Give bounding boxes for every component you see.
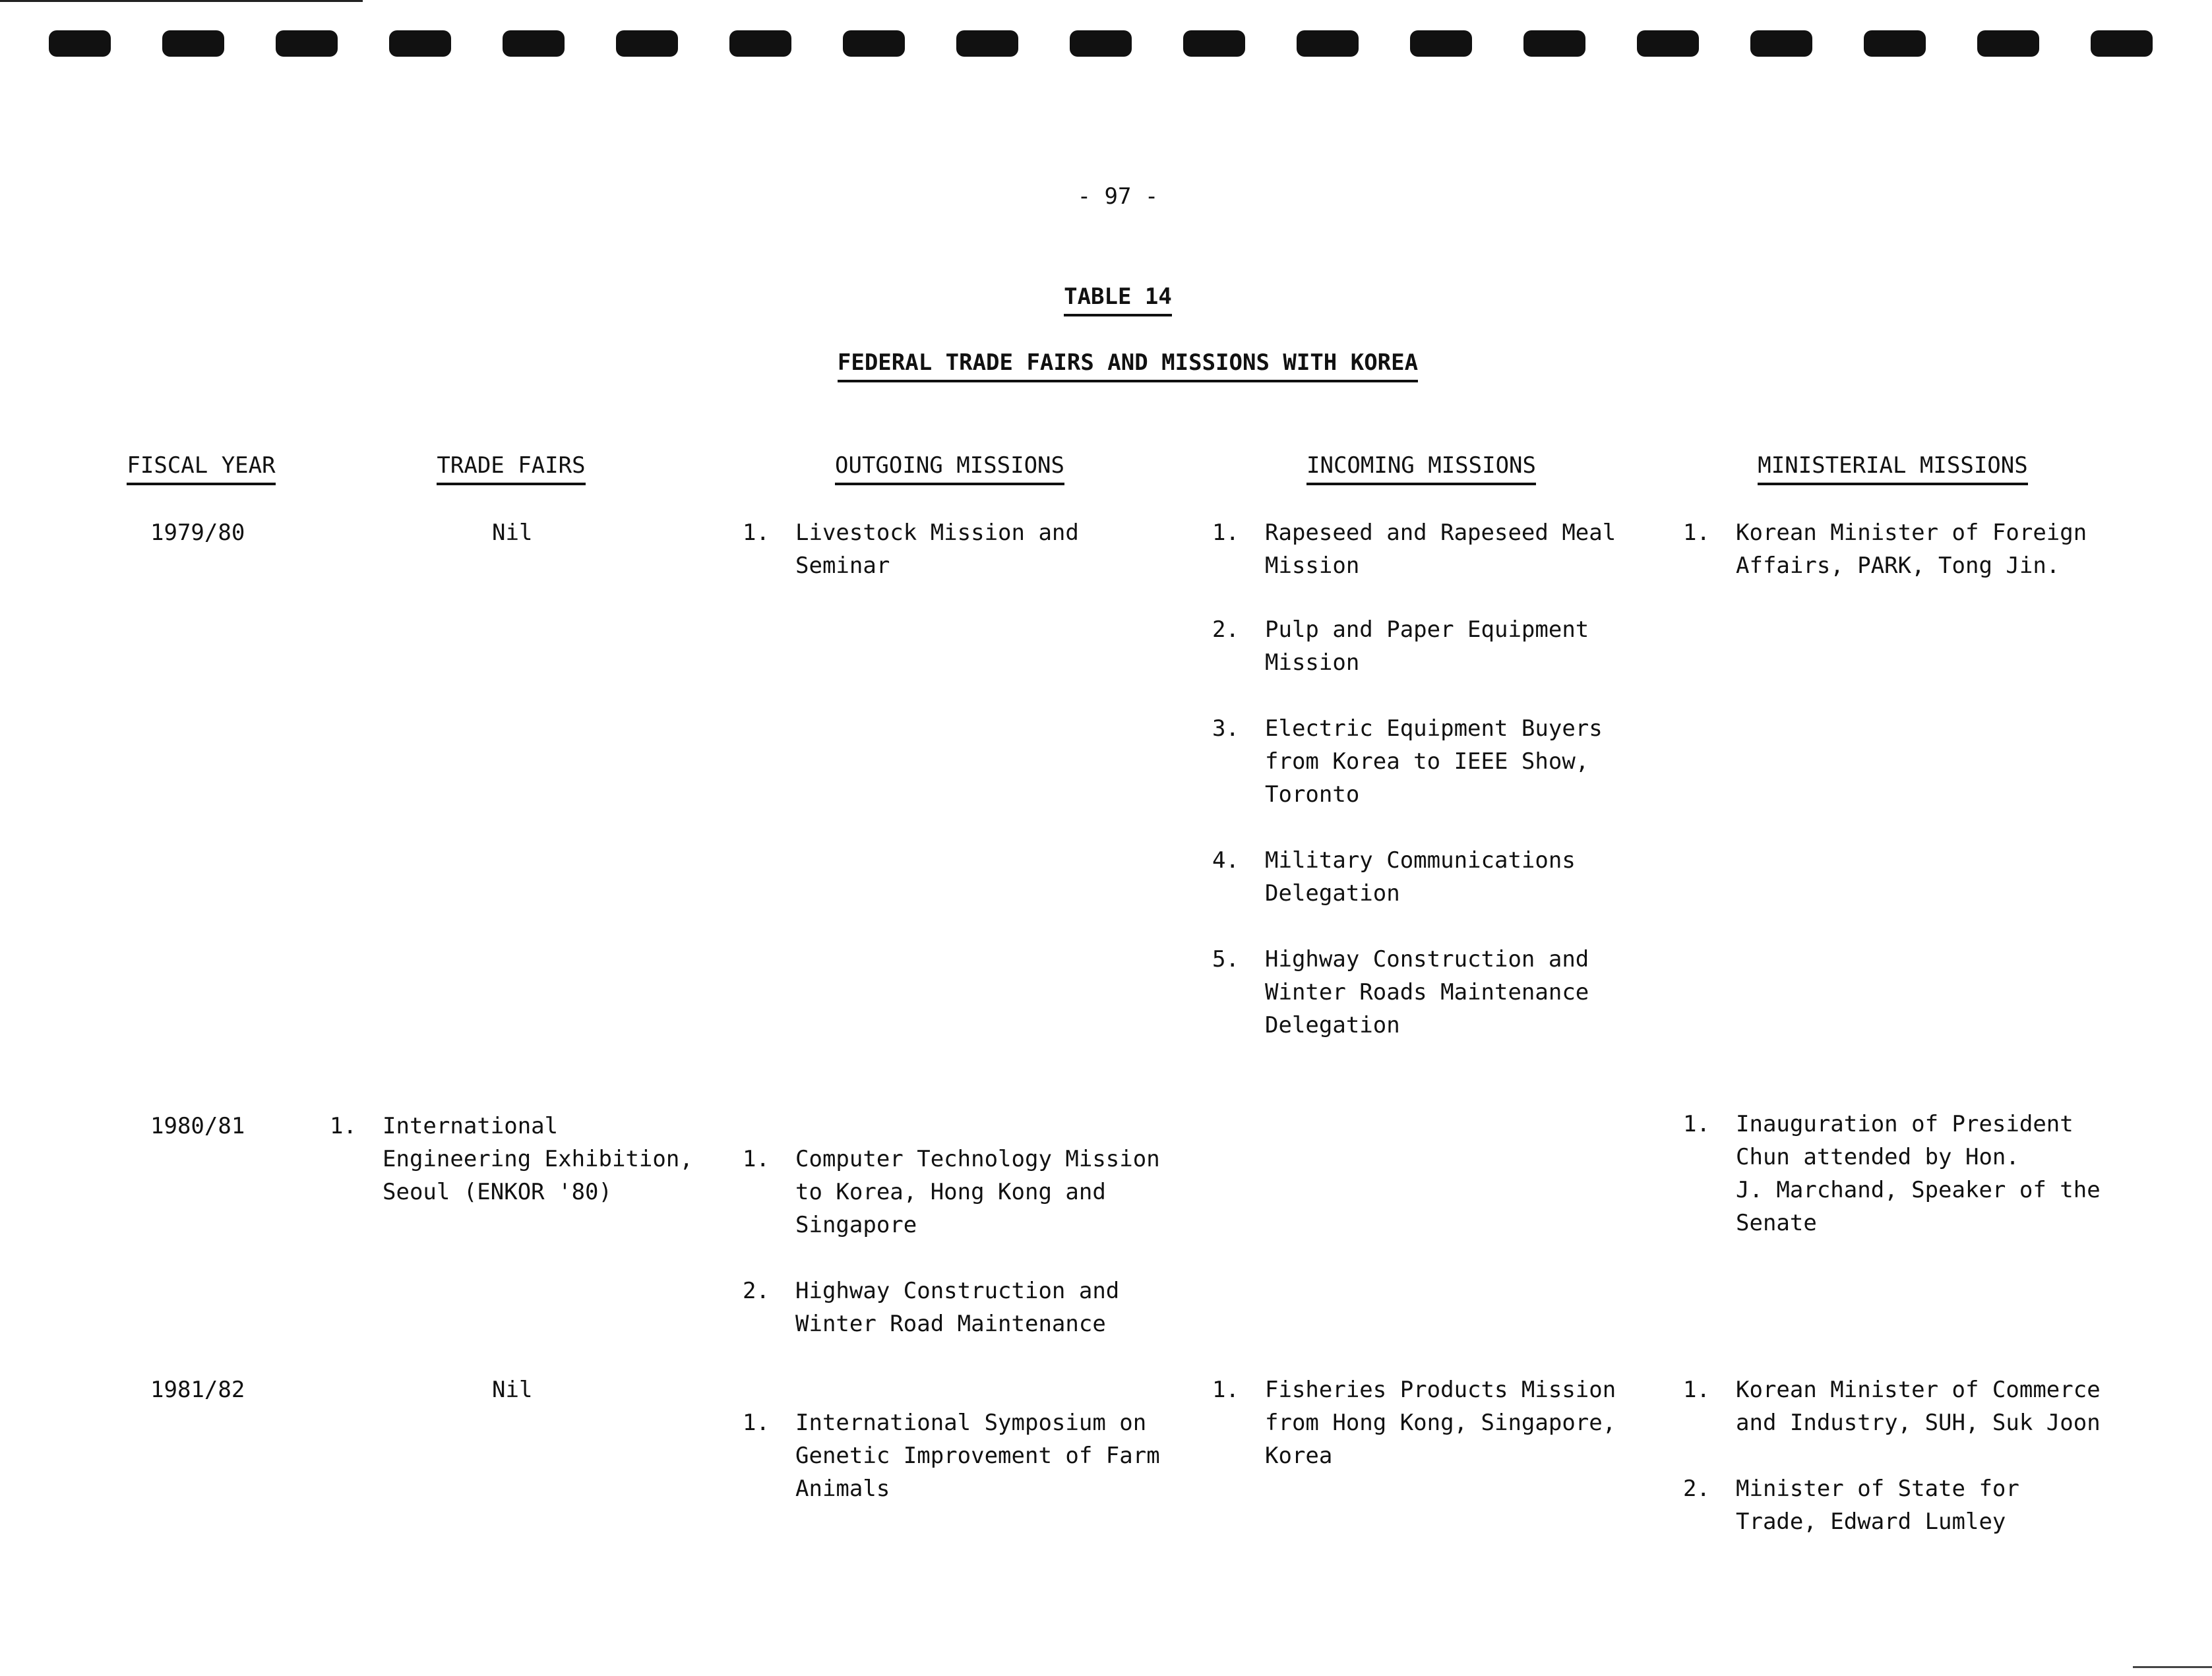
item-text: Military Communications Delegation <box>1265 847 1576 907</box>
item-number: 2. <box>1212 616 1239 643</box>
item-number: 1. <box>1683 1377 1710 1403</box>
binder-hole <box>1410 30 1472 57</box>
column-header-outgoing-missions: OUTGOING MISSIONS <box>811 452 1088 479</box>
item-text: Korean Minister of Commerce and Industry, SUH, Suk Joon <box>1736 1377 2101 1436</box>
item-number: 1. <box>1212 520 1239 546</box>
binder-hole <box>1523 30 1585 57</box>
item-text: Pulp and Paper Equipment Mission <box>1265 616 1589 676</box>
binder-hole <box>389 30 451 57</box>
item-number: 1. <box>1212 1377 1239 1403</box>
item-text: International Symposium on Genetic Improvement of Farm Animals <box>795 1410 1160 1502</box>
item-number: 1. <box>743 1410 770 1436</box>
binder-hole <box>1070 30 1132 57</box>
item-text: Fisheries Products Mission from Hong Kong, Singapore, Korea <box>1265 1377 1616 1469</box>
binder-hole <box>956 30 1018 57</box>
item-text: Inauguration of President Chun attended by Hon. J. Marchand, Speaker of the Senate <box>1736 1111 2101 1236</box>
binder-hole <box>1297 30 1359 57</box>
table-label <box>920 284 1316 310</box>
item-number: 2. <box>743 1278 770 1304</box>
item-number: 1. <box>743 520 770 546</box>
binder-hole <box>843 30 905 57</box>
column-header-fiscal-year: FISCAL YEAR <box>92 452 310 479</box>
item-text: International Engineering Exhibition, Seoul (ENKOR '80) <box>383 1113 693 1205</box>
item-number: 1. <box>1683 1111 1710 1137</box>
item-text: Rapeseed and Rapeseed Meal Mission <box>1265 520 1616 579</box>
item-number: 4. <box>1212 847 1239 874</box>
binder-hole <box>729 30 791 57</box>
binder-hole <box>276 30 338 57</box>
column-header-ministerial-missions: MINISTERIAL MISSIONS <box>1728 452 2058 479</box>
binder-hole <box>1864 30 1926 57</box>
table-title <box>660 349 1596 376</box>
item-text: Highway Construction and Winter Roads Maintenance Delegation <box>1265 946 1589 1038</box>
binder-hole <box>616 30 678 57</box>
scan-corner-line <box>2133 1666 2212 1668</box>
column-header-trade-fairs: TRADE FAIRS <box>396 452 627 479</box>
fiscal-year-cell: 1981/82 <box>150 1377 245 1403</box>
fiscal-year-cell: 1980/81 <box>150 1113 245 1139</box>
scan-edge-line <box>0 0 363 2</box>
item-number: 1. <box>1683 520 1710 546</box>
binder-hole <box>162 30 224 57</box>
binder-hole <box>1637 30 1699 57</box>
binder-hole <box>1183 30 1245 57</box>
table-label-text: TABLE 14 <box>1064 284 1172 316</box>
binder-hole <box>1977 30 2039 57</box>
item-text: Computer Technology Mission to Korea, Hong Kong and Singapore <box>795 1146 1160 1238</box>
binder-hole <box>2091 30 2153 57</box>
item-number: 2. <box>1683 1476 1710 1502</box>
binder-hole <box>49 30 111 57</box>
item-text: Korean Minister of Foreign Affairs, PARK, Tong Jin. <box>1736 520 2087 579</box>
item-number: 3. <box>1212 715 1239 742</box>
item-text: Highway Construction and Winter Road Maintenance <box>795 1278 1120 1337</box>
item-number: 1. <box>743 1146 770 1172</box>
page-number: - 97 - <box>1077 183 1159 210</box>
item-text: Electric Equipment Buyers from Korea to IEEE Show, Toronto <box>1265 715 1603 808</box>
item-number: 1. <box>330 1113 357 1139</box>
binder-hole <box>503 30 565 57</box>
fiscal-year-cell: 1979/80 <box>150 520 245 546</box>
table-title-text: FEDERAL TRADE FAIRS AND MISSIONS WITH KOREA <box>838 349 1418 382</box>
trade-fairs-cell: Nil <box>492 520 533 546</box>
item-text: Livestock Mission and Seminar <box>795 520 1079 579</box>
item-text: Minister of State for Trade, Edward Lumley <box>1736 1476 2019 1535</box>
item-number: 5. <box>1212 946 1239 973</box>
trade-fairs-cell: Nil <box>492 1377 533 1403</box>
column-header-incoming-missions: INCOMING MISSIONS <box>1279 452 1563 479</box>
binder-hole <box>1750 30 1812 57</box>
